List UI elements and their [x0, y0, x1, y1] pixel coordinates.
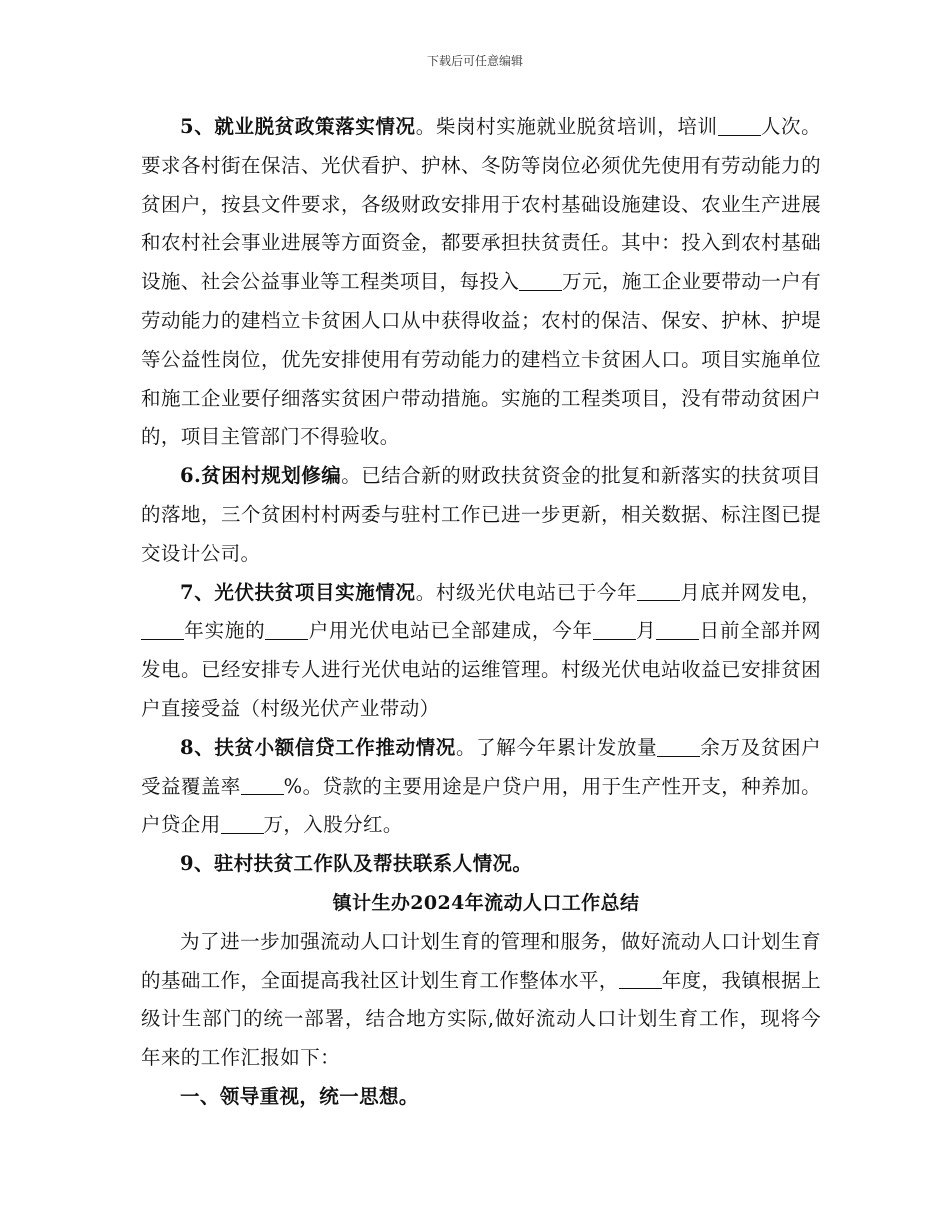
section-9-task-force: [141, 845, 821, 884]
heading-one: 一、领导重视，统一思想。: [180, 1084, 419, 1108]
section-5-heading: 5、就业脱贫政策落实情况: [180, 115, 416, 138]
fill-blank: [519, 269, 562, 291]
fill-blank: [718, 113, 761, 135]
fill-blank: [656, 618, 699, 640]
fill-blank: [637, 579, 680, 601]
fill-blank: [619, 967, 662, 989]
fill-blank: [141, 618, 184, 640]
section-8-microcredit: 8、扶贫小额信贷工作推动情况。了解今年累计发放量 余万及贫困户受益覆盖率 %。贷款的主要用途是户贷户用，用于生产性开支，种养加。户贷企用 万，入股分红。: [141, 735, 821, 837]
fill-blank: [241, 773, 284, 795]
section-7-heading: 7、光伏扶贫项目实施情况: [180, 580, 416, 604]
section-8-heading: 8、扶贫小额信贷工作推动情况: [180, 735, 456, 759]
section-7-solar: 7、光伏扶贫项目实施情况。村级光伏电站已于今年 月底并网发电，年实施的 户用光伏电站已全部建成，今年 月 日前全部并网发电。已经安排专人进行光伏电站的运维管理。村级光伏电站收益已安排贫困户直接受益（村级光伏产业带动）: [141, 580, 822, 720]
section-5-employment: 5、就业脱贫政策落实情况。柴岗村实施就业脱贫培训，培训 人次。要求各村街在保洁、光伏看护、护林、冬防等岗位必须优先使用有劳动能力的贫困户，按县文件要求，各级财政安排用于农村基础设施建设、农业生产进展和农村社会事业进展等方面资金，都要承担扶贫责任。其中：投入到农村基础设施、社会公益事业等工程类项目，每投入 万元，施工企业要带动一户有劳动能力的建档立卡贫困人口从中获得收益；农村的保洁、保安、护林、护堤等公益性岗位，优先安排使用有劳动能力的建档立卡贫困人口。项目实施单位和施工企业要仔细落实贫困户带动措施。实施的工程类项目，没有带动贫困户的，项目主管部门不得验收。: [141, 115, 821, 449]
section-6-heading: 6.贫困村规划修编: [180, 464, 342, 488]
page-header-note: 下载后可任意编辑: [426, 54, 523, 68]
section-6-planning: 6.贫困村规划修编。已结合新的财政扶贫资金的批复和新落实的扶贫项目的落地，三个贫困村村两委与驻村工作已进一步更新，相关数据、标注图已提交设计公司。: [141, 464, 821, 565]
fill-blank: [593, 618, 636, 640]
fill-blank: [657, 734, 700, 756]
report-title: 镇计生办2024年流动人口工作总结: [332, 891, 640, 914]
fill-blank: [265, 618, 308, 640]
fill-blank: [221, 812, 264, 834]
report-intro: 为了进一步加强流动人口计划生育的管理和服务，做好流动人口计划生育的基础工作，全面提高我社区计划生育工作整体水平， 年度，我镇根据上级计生部门的统一部署，结合地方实际,做好流动人口计划生育工作，现将今年来的工作汇报如下：: [141, 929, 821, 1070]
section-9-heading: 9、驻村扶贫工作队及帮扶联系人情况。: [180, 852, 533, 876]
document-body: [141, 108, 821, 1117]
